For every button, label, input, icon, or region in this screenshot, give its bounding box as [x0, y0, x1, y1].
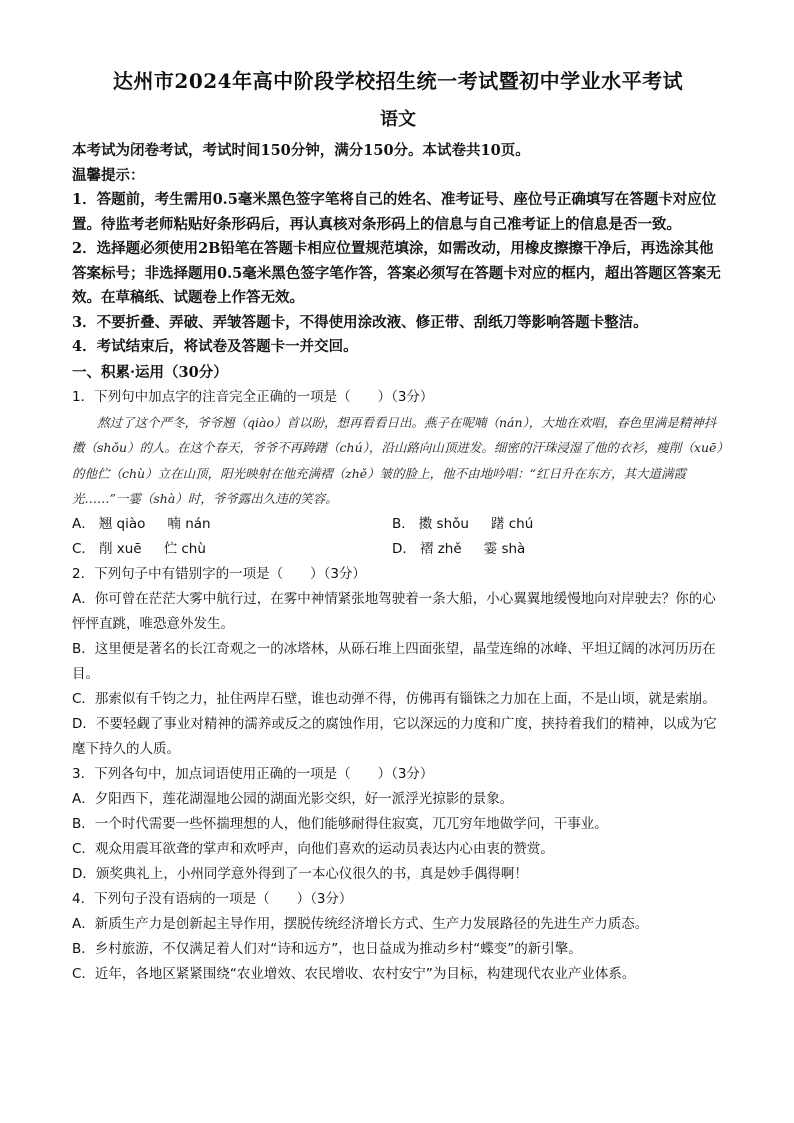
section-heading: 一、积累·运用（30分）	[72, 363, 228, 381]
question-3-option-b: B．一个时代需要一些怀揣理想的人，他们能够耐得住寂寞，兀兀穷年地做学问，干事业。	[72, 815, 608, 832]
question-3-option-c: C．观众用震耳欲聋的掌声和欢呼声，向他们喜欢的运动员表达内心由衷的赞赏。	[72, 840, 554, 857]
exam-title: 达州市2024年高中阶段学校招生统一考试暨初中学业水平考试	[112, 69, 684, 93]
question-2-option-a: A．你可曾在茫茫大雾中航行过，在雾中神情紧张地驾驶着一条大船，小心翼翼地缓慢地向对岸驶去？你的心怦怦直跳，唯恐意外发生。	[72, 590, 716, 632]
question-4-option-c: C．近年，各地区紧紧围绕“农业增效、农民增收、农村安宁”为目标，构建现代农业产业体系。	[72, 965, 636, 982]
tip-item: 2．选择题必须使用2B铅笔在答题卡相应位置规范填涂，如需改动，用橡皮擦擦干净后，再选涂其他答案标号；非选择题用0.5毫米黑色签字笔作答，答案必须写在答题卡对应的框内，超出答题区答案无效。在草稿纸、试题卷上作答无效。	[72, 240, 721, 306]
question-2-option-d: D．不要轻觑了事业对精神的濡养或反之的腐蚀作用，它以深远的力度和广度，挟持着我们的精神，以成为它麾下持久的人质。	[72, 715, 717, 757]
option-b: B． 擞 shǒu 躇 chú	[392, 515, 534, 532]
question-3-stem: 3．下列各句中，加点词语使用正确的一项是（ ）（3分）	[72, 765, 434, 782]
option-c: C． 削 xuē 伫 chù	[72, 540, 206, 557]
subject-title: 语文	[380, 109, 416, 130]
question-1-options	[72, 512, 724, 562]
tip-item: 1．答题前，考生需用0.5毫米黑色签字笔将自己的姓名、准考证号、座位号正确填写在答题卡对应位置。待监考老师粘贴好条形码后，再认真核对条形码上的信息与自己准考证上的信息是否一致。	[72, 191, 717, 233]
question-4-option-a: A．新质生产力是创新起主导作用，摆脱传统经济增长方式、生产力发展路径的先进生产力质态。	[72, 915, 649, 932]
tip-item: 4．考试结束后，将试卷及答题卡一并交回。	[72, 338, 358, 355]
question-2-option-c: C．那索似有千钧之力，扯住两岸石壁，谁也动弹不得，仿佛再有锱铢之力加在上面，不是山顷，就是索崩。	[72, 690, 716, 707]
option-d: D． 褶 zhě 霎 shà	[392, 540, 526, 557]
tips-heading: 温馨提示：	[72, 167, 145, 184]
tip-item: 3．不要折叠、弄破、弄皱答题卡，不得使用涂改液、修正带、刮纸刀等影响答题卡整洁。	[72, 313, 648, 331]
question-3-option-a: A．夕阳西下，莲花湖湿地公园的湖面光影交织，好一派浮光掠影的景象。	[72, 790, 514, 807]
exam-page	[72, 66, 724, 987]
exam-intro: 本考试为闭卷考试，考试时间150分钟，满分150分。本试卷共10页。	[72, 142, 530, 159]
question-1-passage: 熬过了这个严冬，爷爷翘（qiào）首以盼，想再看看日出。燕子在呢喃（nán），大地在欢唱，春色里满是精神抖擞（shǒu）的人。在这个春天，爷爷不再踌躇（chú），沿山路向山顶进发。细密的汗珠浸湿了他的衣衫，瘦削（xuē）的他伫（chù）立在山顶，阳光映射在他充满褶（zhě）皱的脸上，他不由地吟唱：“红日升在东方，其大道满霞光……”一霎（shà）时，爷爷露出久违的笑容。	[72, 414, 723, 506]
question-1-stem: 1．下列句中加点字的注音完全正确的一项是（ ）（3分）	[72, 388, 434, 405]
question-3-option-d: D．颁奖典礼上，小州同学意外得到了一本心仪很久的书，真是妙手偶得啊！	[72, 865, 528, 882]
question-4-stem: 4．下列句子没有语病的一项是（ ）（3分）	[72, 890, 353, 907]
question-2-stem: 2．下列句子中有错别字的一项是（ ）（3分）	[72, 565, 366, 582]
option-a: A． 翘 qiào 喃 nán	[72, 515, 211, 532]
question-2-option-b: B．这里便是著名的长江奇观之一的冰塔林，从砾石堆上四面张望，晶莹连绵的冰峰、平坦辽阔的冰河历历在目。	[72, 640, 716, 682]
question-4-option-b: B．乡村旅游，不仅满足着人们对“诗和远方”，也日益成为推动乡村“蝶变”的新引擎。	[72, 940, 582, 957]
